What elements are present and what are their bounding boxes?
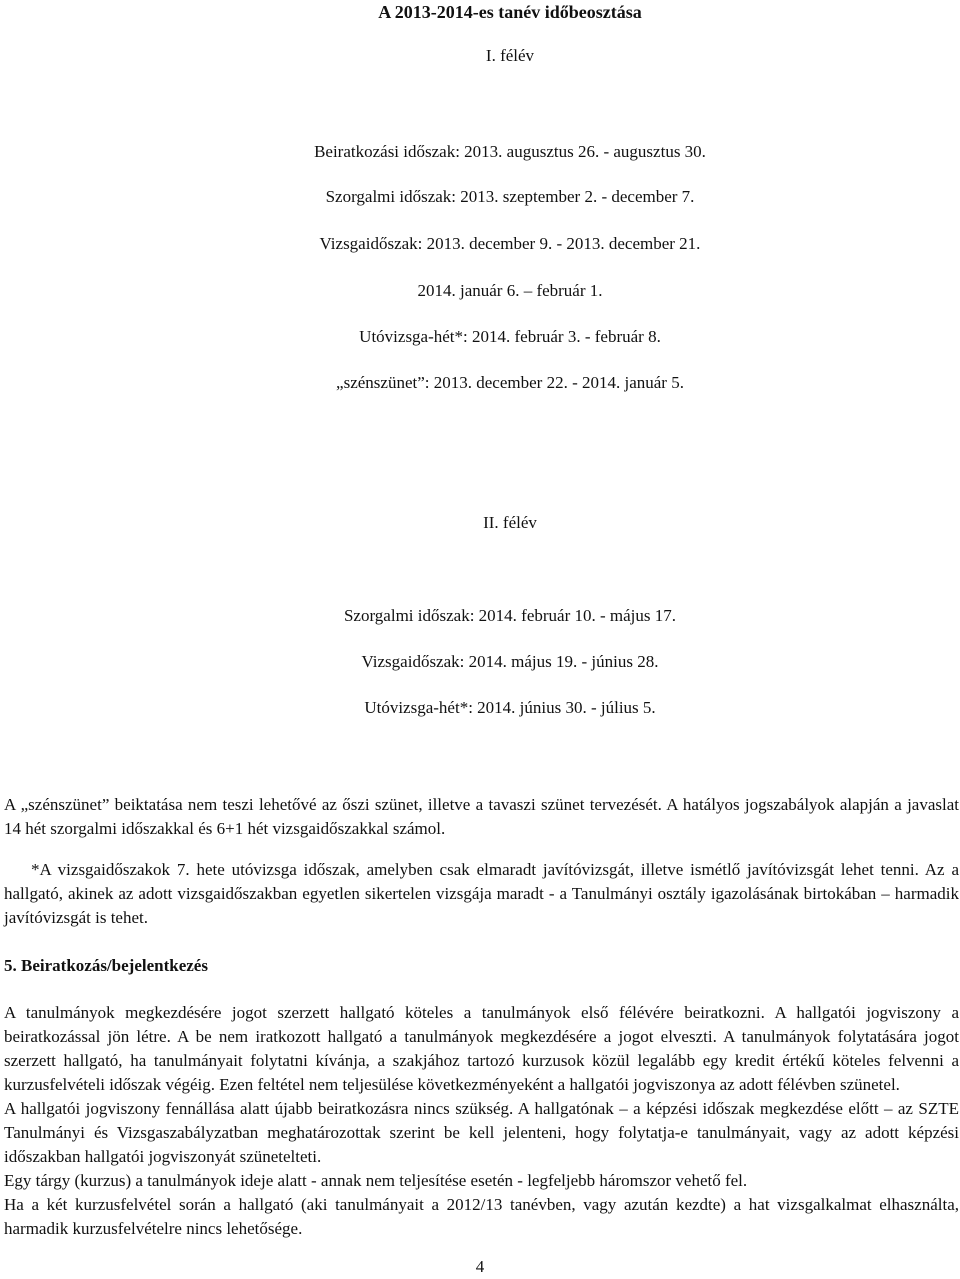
semester-2-line: Szorgalmi időszak: 2014. február 10. - május 17. <box>343 606 677 625</box>
section-5-paragraph: Egy tárgy (kurzus) a tanulmányok ideje alatt - annak nem teljesítése esetén - legfeljebb háromszor vehető fel. <box>4 1171 748 1190</box>
semester-2-heading: II. félév <box>483 513 537 532</box>
notes-paragraph: A „szénszünet” beiktatása nem teszi lehetővé az őszi szünet, illetve a tavaszi szünet tervezését. A hatályos jogszabályok alapján a javaslat 14 hét szorgalmi időszakkal és 6+1 hét vizsgaidőszakkal számol. <box>4 795 959 838</box>
semester-2-line: Vizsgaidőszak: 2014. május 19. - június 28. <box>361 652 659 671</box>
semester-2-line: Utóvizsga-hét*: 2014. június 30. - július 5. <box>364 698 656 717</box>
notes-footnote: *A vizsgaidőszakok 7. hete utóvizsga időszak, amelyben csak elmaradt javítóvizsgát, illetve ismétlő javítóvizsgát lehet tenni. Az a hallgató, akinek az adott vizsgaidőszakban egyetlen sikertelen vizsgája maradt - a Tanulmányi osztály igazolásának birtokában – harmadik javítóvizsgát is tehet. <box>4 860 959 927</box>
section-5-body <box>4 1001 959 1241</box>
section-5-heading: 5. Beiratkozás/bejelentkezés <box>4 956 208 975</box>
semester-1-line: „szénszünet”: 2013. december 22. - 2014. január 5. <box>336 373 684 392</box>
page-number: 4 <box>475 1257 485 1276</box>
document-title: A 2013-2014-es tanév időbeosztása <box>378 2 642 22</box>
semester-1-line: Utóvizsga-hét*: 2014. február 3. - február 8. <box>359 327 661 346</box>
section-5-paragraph: A hallgatói jogviszony fennállása alatt újabb beiratkozásra nincs szükség. A hallgatónak – a képzési időszak megkezdése előtt – az SZTE Tanulmányi és Vizsgaszabályzatban meghatározottak szerint be kell jelenteni, hogy folytatja-e tanulmányait, vagy az adott képzési időszakban hallgatói jogviszonyát szünetelteti. <box>4 1099 959 1166</box>
semester-1-line: Szorgalmi időszak: 2013. szeptember 2. - december 7. <box>325 187 695 206</box>
notes-section <box>4 793 959 930</box>
semester-1-line: 2014. január 6. – február 1. <box>417 281 603 300</box>
semester-1-line: Vizsgaidőszak: 2013. december 9. - 2013. december 21. <box>319 234 701 253</box>
section-5-paragraph: A tanulmányok megkezdésére jogot szerzett hallgató köteles a tanulmányok első félévére beiratkozni. A hallgatói jogviszony a beiratkozással jön létre. A be nem iratkozott hallgató a tanulmányok megkezdésére a jogot elveszti. A tanulmányok folytatására jogot szerzett hallgató, ha tanulmányait folytatni kívánja, a szakjához tartozó kurzusok közül legalább egy kredit értékű köteles felvenni a kurzusfelvételi időszak végéig. Ezen feltétel nem teljesülése következményeként a hallgatói jogviszonya az adott félévben szünetel. <box>4 1003 959 1094</box>
semester-1-heading: I. félév <box>485 46 535 65</box>
section-5-paragraph: Ha a két kurzusfelvétel során a hallgató (aki tanulmányait a 2012/13 tanévben, vagy azután kezdte) a hat vizsgalkalmat elhasználta, harmadik kurzusfelvételre nincs lehetősége. <box>4 1195 959 1238</box>
semester-1-line: Beiratkozási időszak: 2013. augusztus 26. - augusztus 30. <box>314 142 706 161</box>
